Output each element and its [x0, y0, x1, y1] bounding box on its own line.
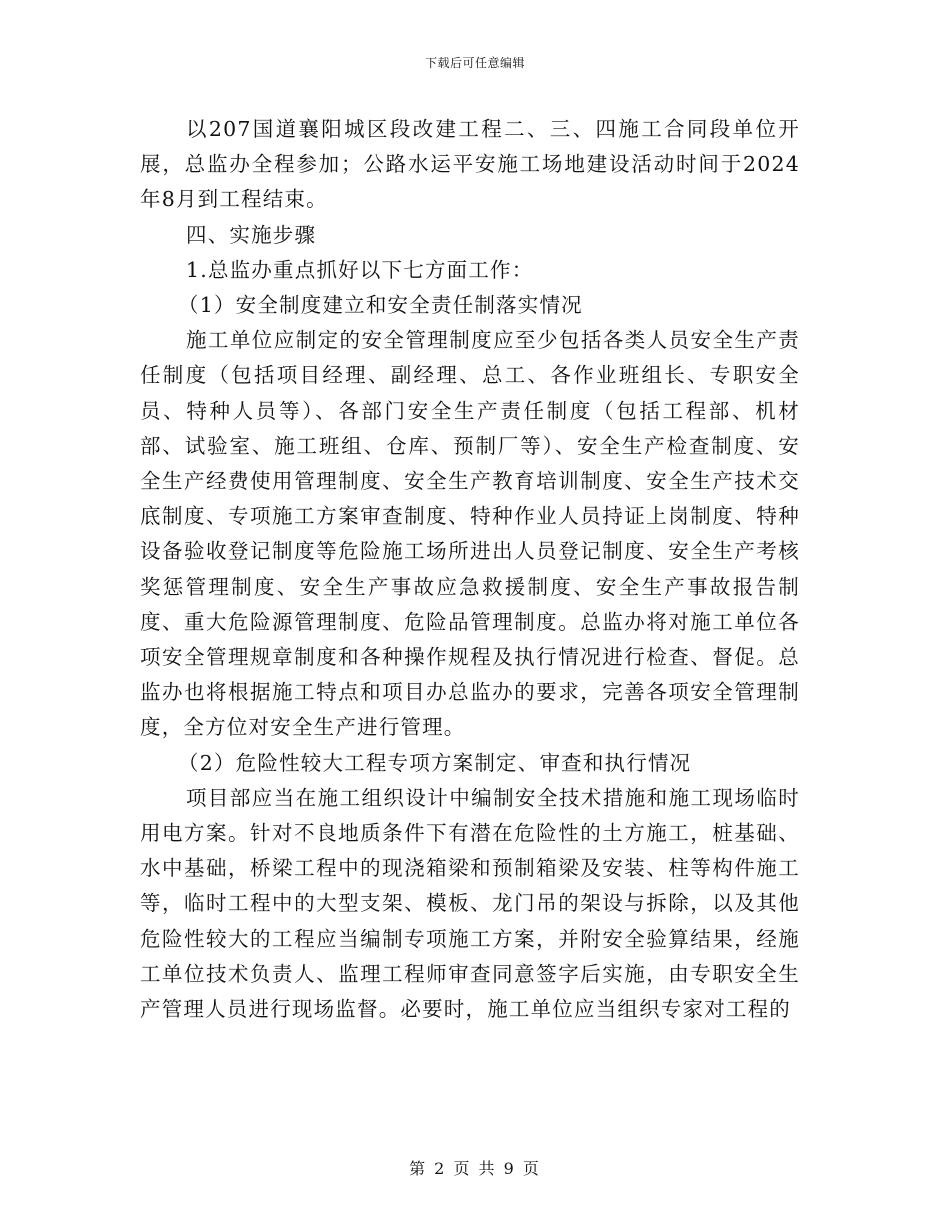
footer-total-pages: 9	[503, 1159, 516, 1178]
paragraph-scope: 以207国道襄阳城区段改建工程二、三、四施工合同段单位开展，总监办全程参加；公路水运平安施工场地建设活动时间于2024年8月到工程结束。	[140, 117, 800, 212]
heading-implementation-steps: 四、实施步骤	[186, 222, 317, 247]
page-number-footer	[0, 1156, 950, 1179]
subheading-dangerous-projects: （2）危险性较大工程专项方案制定、审查和执行情况	[178, 750, 692, 775]
page-header-note: 下载后可任意编辑	[424, 56, 525, 70]
paragraph-dangerous-projects: 项目部应当在施工组织设计中编制安全技术措施和施工现场临时用电方案。针对不良地质条件下有潜在危险性的土方施工，桩基础、水中基础，桥梁工程中的现浇箱梁和预制箱梁及安装、柱等构件施工等，临时工程中的大型支架、模板、龙门吊的架设与拆除，以及其他危险性较大的工程应当编制专项施工方案，并附安全验算结果，经施工单位技术负责人、监理工程师审查同意签字后实施，由专职安全生产管理人员进行现场监督。必要时，施工单位应当组织专家对工程的	[140, 785, 800, 1022]
body-content	[140, 112, 800, 1027]
footer-suffix: 页	[522, 1159, 541, 1178]
footer-middle: 页 共	[453, 1159, 497, 1178]
subheading-safety-system: （1）安全制度建立和安全责任制落实情况	[178, 293, 583, 318]
heading-seven-aspects: 1.总监办重点抓好以下七方面工作：	[186, 257, 534, 282]
footer-prefix: 第	[409, 1159, 428, 1178]
paragraph-safety-system: 施工单位应制定的安全管理制度应至少包括各类人员安全生产责任制度（包括项目经理、副经理、总工、各作业班组长、专职安全员、特种人员等）、各部门安全生产责任制度（包括工程部、机材部、试验室、施工班组、仓库、预制厂等）、安全生产检查制度、安全生产经费使用管理制度、安全生产教育培训制度、安全生产技术交底制度、专项施工方案审查制度、特种作业人员持证上岗制度、特种设备验收登记制度等危险施工场所进出人员登记制度、安全生产考核奖惩管理制度、安全生产事故应急救援制度、安全生产事故报告制度、重大危险源管理制度、危险品管理制度。总监办将对施工单位各项安全管理规章制度和各种操作规程及执行情况进行检查、督促。总监办也将根据施工特点和项目办总监办的要求，完善各项安全管理制度，全方位对安全生产进行管理。	[140, 328, 800, 740]
footer-current-page: 2	[434, 1159, 447, 1178]
